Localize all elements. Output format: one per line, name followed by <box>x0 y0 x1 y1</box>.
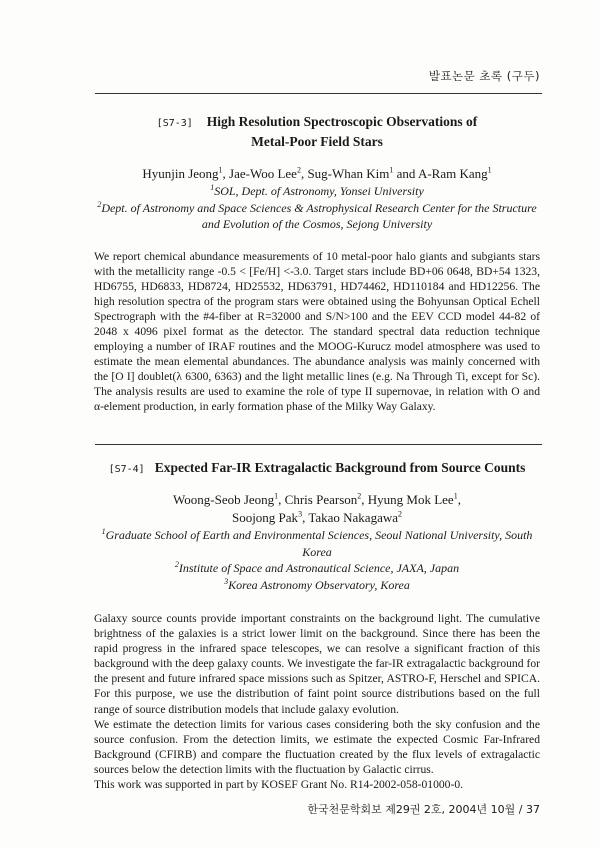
title-line-2: Metal-Poor Field Stars <box>251 134 383 149</box>
abstract-title <box>94 459 540 479</box>
author-name: Sug-Whan Kim <box>307 166 390 181</box>
author-affil-mark: 1 <box>453 491 458 501</box>
author-affil-mark: 1 <box>487 165 492 175</box>
author-name: Jae-Woo Lee <box>229 166 297 181</box>
author-list <box>94 491 540 527</box>
affiliation-3: $^3$Korea Astronomy Observatory, Korea <box>224 576 410 592</box>
author-affil-mark: 2 <box>357 491 362 501</box>
author-affil-mark: 3 <box>298 509 303 519</box>
author-separator: , <box>302 510 309 525</box>
author-separator: , <box>278 492 285 507</box>
title-text: Expected Far-IR Extragalactic Background from Source Counts <box>154 460 526 475</box>
author-name: Hyung Mok Lee <box>367 492 454 507</box>
abstract-s7-4 <box>94 459 540 792</box>
abstract-s7-3 <box>94 113 540 415</box>
author-affil-mark: 2 <box>398 509 403 519</box>
affiliation-1: $^1$Graduate School of Earth and Environmental Sciences, Seoul National University, South Korea <box>101 527 533 559</box>
author-separator: , <box>361 492 368 507</box>
body-paragraph: We report chemical abundance measurements of 10 metal-poor halo giants and subgiants stars with the metallicity range -0.5 < [Fe/H] <-3.0. Target stars include BD+06 0648, BD+54 1323, HD6755, HD6833, HD8724, HD25532, HD63791, HD74462, HD110184 and HD12256. The high resolution spectra of the program stars were obtained using the Bohyunsan Optical Echell Spectrograph with the #4-fiber at R=32000 and S/N>100 and the EEV CCD model 44-82 of 2048 x 4096 pixel format as the detector. The standard spectral data reduction technique employing a number of IRAF routines and the MOOG-Kurucz model atmosphere was used to estimate the mean elemental abundances. The abundance analysis was mainly concerned with the [O I] doublet(λ 6300, 6363) and the light metallic lines (e.g. Na Through Ti, except for Sc). The analysis results are used to examine the role of type II supernovae, in relation with O and α-element production, in early formation phase of the Milky Way Galaxy. <box>94 249 540 414</box>
body-paragraph: Galaxy source counts provide important constraints on the background light. The cumulative brightness of the galaxies is a strict lower limit on the background. Since there has been the rapid progress in the infrared space telescopes, we can resolve a significant fraction of this background with the deep galaxy counts. We investigate the far-IR extragalactic background for the present and future infrared space missions such as Spitzer, ASTRO-F, Herschel and SPICA. For this purpose, we use the distribution of faint point source distributions based on the full range of source distribution models that include galaxy evolution. <box>94 612 540 716</box>
author-list <box>94 165 540 183</box>
title-line-1: High Resolution Spectroscopic Observations of <box>206 114 478 129</box>
affiliation-2: $^2$Institute of Space and Astronautical Science, JAXA, Japan <box>174 560 460 575</box>
page-footer: 한국천문학회보 제29권 2호, 2004년 10월 / 37 <box>307 803 540 816</box>
author-separator: and <box>393 166 418 181</box>
author-affil-mark: 1 <box>389 165 394 175</box>
header-divider <box>95 93 542 94</box>
author-name: Chris Pearson <box>284 492 358 507</box>
author-affil-mark: 2 <box>296 165 301 175</box>
author-line-1 <box>94 491 540 509</box>
affiliation-1: $^1$SOL, Dept. of Astronomy, Yonsei University <box>210 183 424 198</box>
author-name: Woong-Seob Jeong <box>173 492 275 507</box>
abstract-body <box>94 249 540 415</box>
session-code: [S7-3] <box>156 118 193 129</box>
author-affil-mark: 1 <box>274 491 279 501</box>
author-name: A-Ram Kang <box>417 166 488 181</box>
author-separator: , <box>300 166 308 181</box>
acknowledgement: This work was supported in part by KOSEF Grant No. R14-2002-058-01000-0. <box>94 778 464 792</box>
affiliation-2: $^2$Dept. of Astronomy and Space Sciences & Astrophysical Research Center for the Structure and Evolution of the Cosmos, Sejong University <box>97 199 537 231</box>
author-separator: , <box>222 166 230 181</box>
author-name: Hyunjin Jeong <box>142 166 219 181</box>
session-code: [S7-4] <box>108 464 145 475</box>
abstract-title <box>94 113 540 151</box>
author-name: Takao Nakagawa <box>308 510 399 525</box>
author-separator: , <box>457 492 461 507</box>
author-name: Soojong Pak <box>231 510 299 525</box>
abstract-body <box>94 611 540 792</box>
section-divider <box>95 444 542 445</box>
author-line-2 <box>94 509 540 527</box>
body-paragraph: We estimate the detection limits for various cases considering both the sky confusion and the source confusion. From the detection limits, we estimate the expected Cosmic Far-Infrared Background (CFIRB) and compare the fluctuation created by the flux levels of extragalactic sources below the detection limits with the fluctuation by Galactic cirrus. <box>94 717 540 776</box>
author-affil-mark: 1 <box>218 165 223 175</box>
running-header: 발표논문 초록 (구두) <box>428 69 540 83</box>
